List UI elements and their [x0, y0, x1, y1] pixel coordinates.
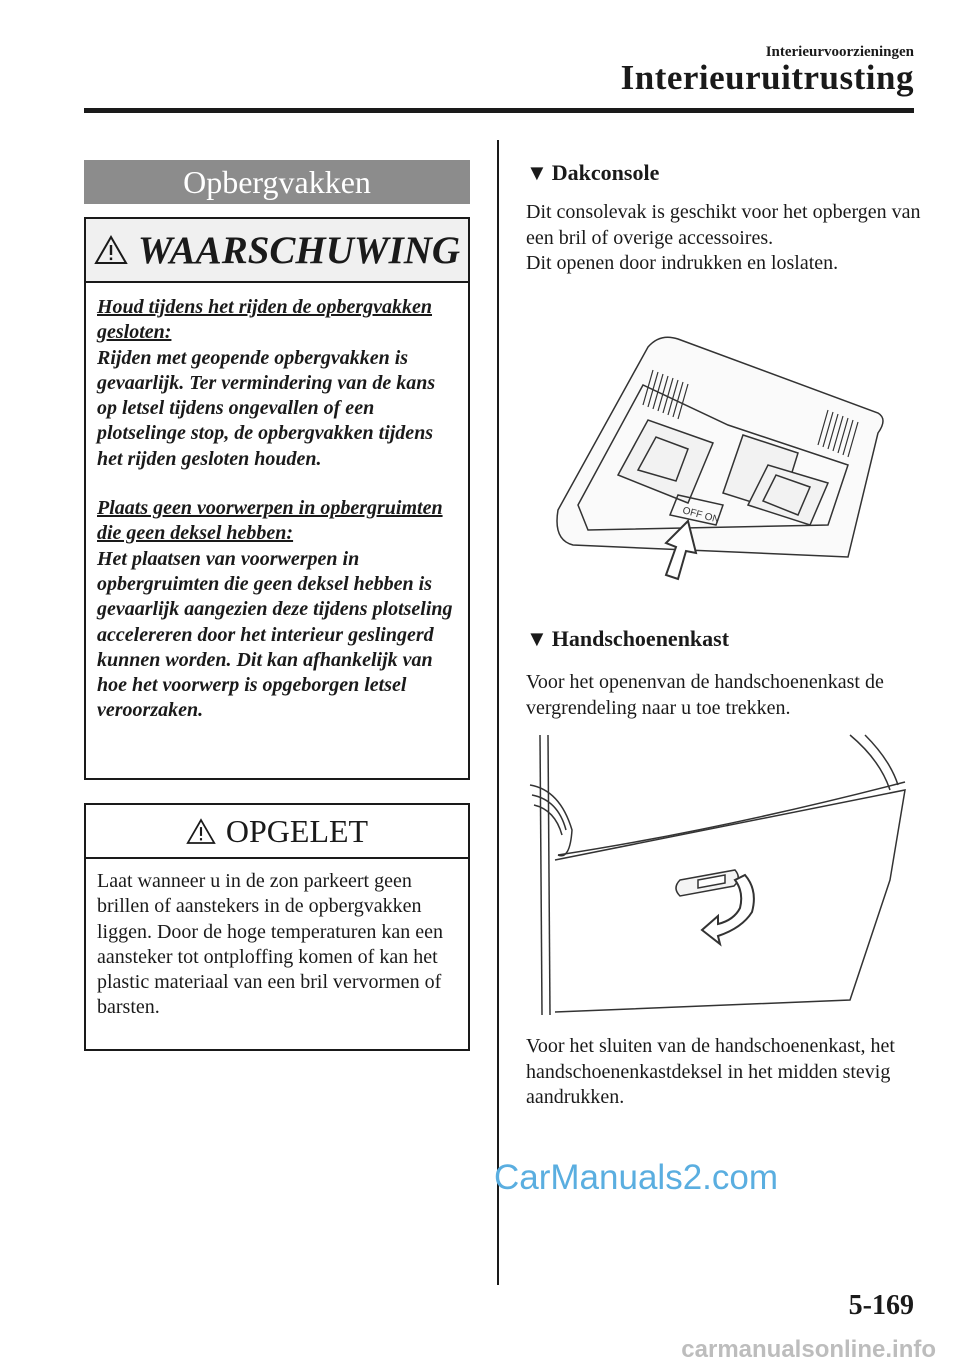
footer-site: carmanualsonline.info [681, 1336, 936, 1363]
warning-body [86, 283, 468, 724]
warning-item2-heading: Plaats geen voorwerpen in opbergruimten die geen deksel hebben: [97, 497, 443, 545]
warning-item1-heading: Houd tijdens het rijden de opbergvakken gesloten: [97, 296, 432, 344]
warning-triangle-icon [186, 818, 216, 845]
overhead-console-figure [548, 325, 888, 583]
handschoenenkast-open-text: Voor het openenvan de handschoenenkast de vergrendeling naar u toe trekken. [526, 671, 884, 719]
page-number: 5-169 [848, 1290, 914, 1321]
spacer [97, 472, 456, 496]
caution-text: Laat wanneer u in de zon parkeert geen brillen of aanstekers in de opbergvakken liggen. Door de hoge temperaturen kan een aansteker tot ontploffing komen of kan het plastic materiaal van een bril vervormen of barsten. [97, 870, 443, 1019]
caution-box [84, 803, 470, 1051]
on-label: ON [703, 511, 721, 526]
warning-box [84, 217, 470, 780]
chapter-title: Interieuruitrusting [620, 58, 914, 97]
section-name: Interieurvoorzieningen [765, 44, 914, 60]
triangle-marker-icon: ▼ [526, 160, 548, 185]
warning-item2-text: Het plaatsen van voorwerpen in opbergruimten die geen deksel hebben is gevaarlijk aangezien deze tijdens plotseling accelereren door het interieur geslingerd kunnen worden. Dit kan afhankelijk van hoe het voorwerp is opgeborgen letsel veroorzaken. [97, 547, 453, 722]
warning-triangle-icon [94, 235, 128, 265]
warning-item1-text: Rijden met geopende opbergvakken is gevaarlijk. Ter vermindering van de kans op letsel tijdens ongevallen of een plotselinge stop, de opbergvakken tijdens het rijden gesloten houden. [97, 346, 436, 470]
glove-box-figure [520, 730, 910, 1018]
dakconsole-title: Dakconsole [551, 160, 660, 185]
caution-header [86, 805, 468, 859]
handschoenenkast-close-text: Voor het sluiten van de handschoenenkast, het handschoenenkastdeksel in het midden stevig aandrukken. [526, 1035, 895, 1108]
off-label: OFF [681, 505, 704, 522]
handschoenenkast-title: Handschoenenkast [551, 626, 730, 651]
header-rule [84, 108, 914, 113]
warning-title: WAARSCHUWING [137, 228, 461, 272]
section-title: Opbergvakken [84, 160, 470, 204]
warning-header [86, 219, 468, 283]
triangle-marker-icon: ▼ [526, 626, 548, 651]
watermark: CarManuals2.com [494, 1158, 778, 1197]
dakconsole-heading [526, 160, 659, 186]
caution-title: OPGELET [225, 812, 369, 849]
handschoenenkast-heading [526, 626, 729, 652]
dakconsole-text: Dit consolevak is geschikt voor het opbergen van een bril of overige accessoires. Dit openen door indrukken en loslaten. [526, 201, 921, 274]
column-divider [497, 140, 499, 1285]
